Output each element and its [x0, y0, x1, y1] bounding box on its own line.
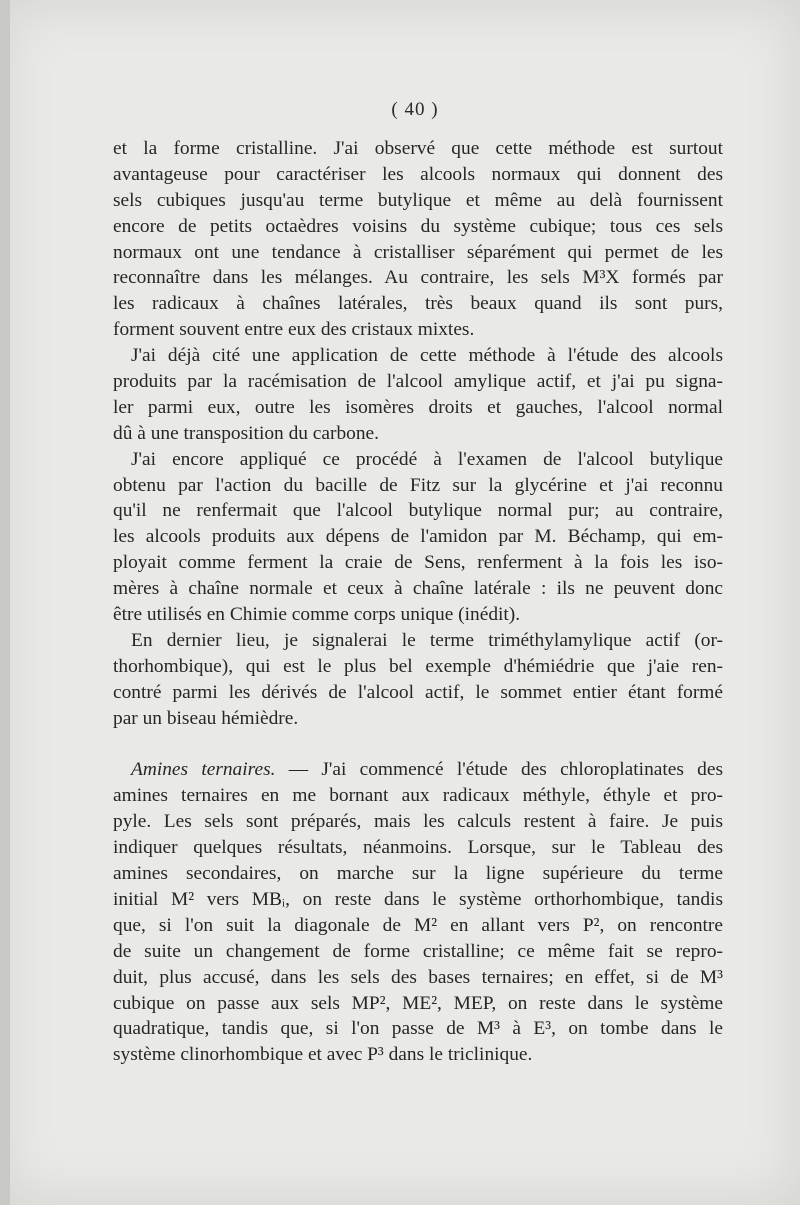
- text-line: duit, plus accusé, dans les sels des bases ternaires; en effet, si de M³: [113, 966, 723, 988]
- heading-continuation: — J'ai commencé l'étude des chloroplatinates des: [275, 759, 723, 781]
- text-line: reconnaître dans les mélanges. Au contraire, les sels M³X formés par: [113, 267, 723, 289]
- text-line: normaux ont une tendance à cristalliser séparément qui permet de les: [113, 241, 723, 263]
- text-line: encore de petits octaèdres voisins du système cubique; tous ces sels: [113, 215, 723, 237]
- text-line: amines ternaires en me bornant aux radicaux méthyle, éthyle et pro-: [113, 785, 723, 807]
- body-text: [113, 136, 723, 1068]
- text-line: J'ai déjà cité une application de cette méthode à l'étude des alcools: [131, 345, 723, 367]
- section-gap: [113, 731, 723, 757]
- text-line: pyle. Les sels sont préparés, mais les calculs restent à faire. Je puis: [113, 811, 723, 833]
- text-line: produits par la racémisation de l'alcool amylique actif, et j'ai pu signa-: [113, 371, 723, 393]
- paragraph-4: [113, 628, 723, 732]
- text-line: J'ai encore appliqué ce procédé à l'examen de l'alcool butylique: [131, 448, 723, 470]
- text-line: être utilisés en Chimie comme corps unique (inédit).: [113, 604, 521, 626]
- text-line: les radicaux à chaînes latérales, très beaux quand ils sont purs,: [113, 293, 723, 315]
- text-line: que, si l'on suit la diagonale de M² en allant vers P², on rencontre: [113, 914, 723, 936]
- text-line: par un biseau hémièdre.: [113, 707, 299, 729]
- paragraph-2: [113, 343, 723, 447]
- paragraph-amines-ternaires: [113, 757, 723, 1068]
- page-edge: [0, 0, 10, 1205]
- text-line: quadratique, tandis que, si l'on passe de M³ à E³, on tombe dans le: [113, 1018, 723, 1040]
- text-line: forment souvent entre eux des cristaux mixtes.: [113, 319, 475, 341]
- text-line: dû à une transposition du carbone.: [113, 422, 380, 444]
- text-line: obtenu par l'action du bacille de Fitz sur la glycérine et j'ai reconnu: [113, 474, 723, 496]
- text-line: mères à chaîne normale et ceux à chaîne latérale : ils ne peuvent donc: [113, 578, 723, 600]
- text-line: indiquer quelques résultats, néanmoins. Lorsque, sur le Tableau des: [113, 837, 723, 859]
- text-line: En dernier lieu, je signalerai le terme triméthylamylique actif (or-: [131, 629, 723, 651]
- text-line: ler parmi eux, outre les isomères droits et gauches, l'alcool normal: [113, 396, 723, 418]
- text-line: cubique on passe aux sels MP², ME², MEP, on reste dans le système: [113, 992, 723, 1014]
- section-heading: Amines ternaires.: [131, 759, 276, 781]
- text-line: qu'il ne renfermait que l'alcool butylique normal pur; au contraire,: [113, 500, 723, 522]
- text-line: ployait comme ferment la craie de Sens, renferment à la fois les iso-: [113, 552, 723, 574]
- text-line: thorhombique), qui est le plus bel exemple d'hémiédrie que j'aie ren-: [113, 655, 723, 677]
- page-number: ( 40 ): [391, 99, 439, 120]
- text-line: système clinorhombique et avec P³ dans le triclinique.: [113, 1044, 533, 1066]
- paragraph-1: [113, 136, 723, 343]
- text-line: de suite un changement de forme cristalline; ce même fait se repro-: [113, 940, 723, 962]
- paragraph-3: [113, 447, 723, 628]
- text-line: les alcools produits aux dépens de l'amidon par M. Béchamp, qui em-: [113, 526, 723, 548]
- text-line: [113, 757, 723, 783]
- text-line: et la forme cristalline. J'ai observé que cette méthode est surtout: [113, 138, 723, 159]
- text-line: amines secondaires, on marche sur la ligne supérieure du terme: [113, 863, 723, 885]
- text-line: contré parmi les dérivés de l'alcool actif, le sommet entier étant formé: [113, 681, 723, 703]
- text-line: initial M² vers MBᵢ, on reste dans le système orthorhombique, tandis: [113, 888, 723, 910]
- text-line: sels cubiques jusqu'au terme butylique et même au delà fournissent: [113, 189, 723, 211]
- text-line: avantageuse pour caractériser les alcools normaux qui donnent des: [113, 163, 723, 185]
